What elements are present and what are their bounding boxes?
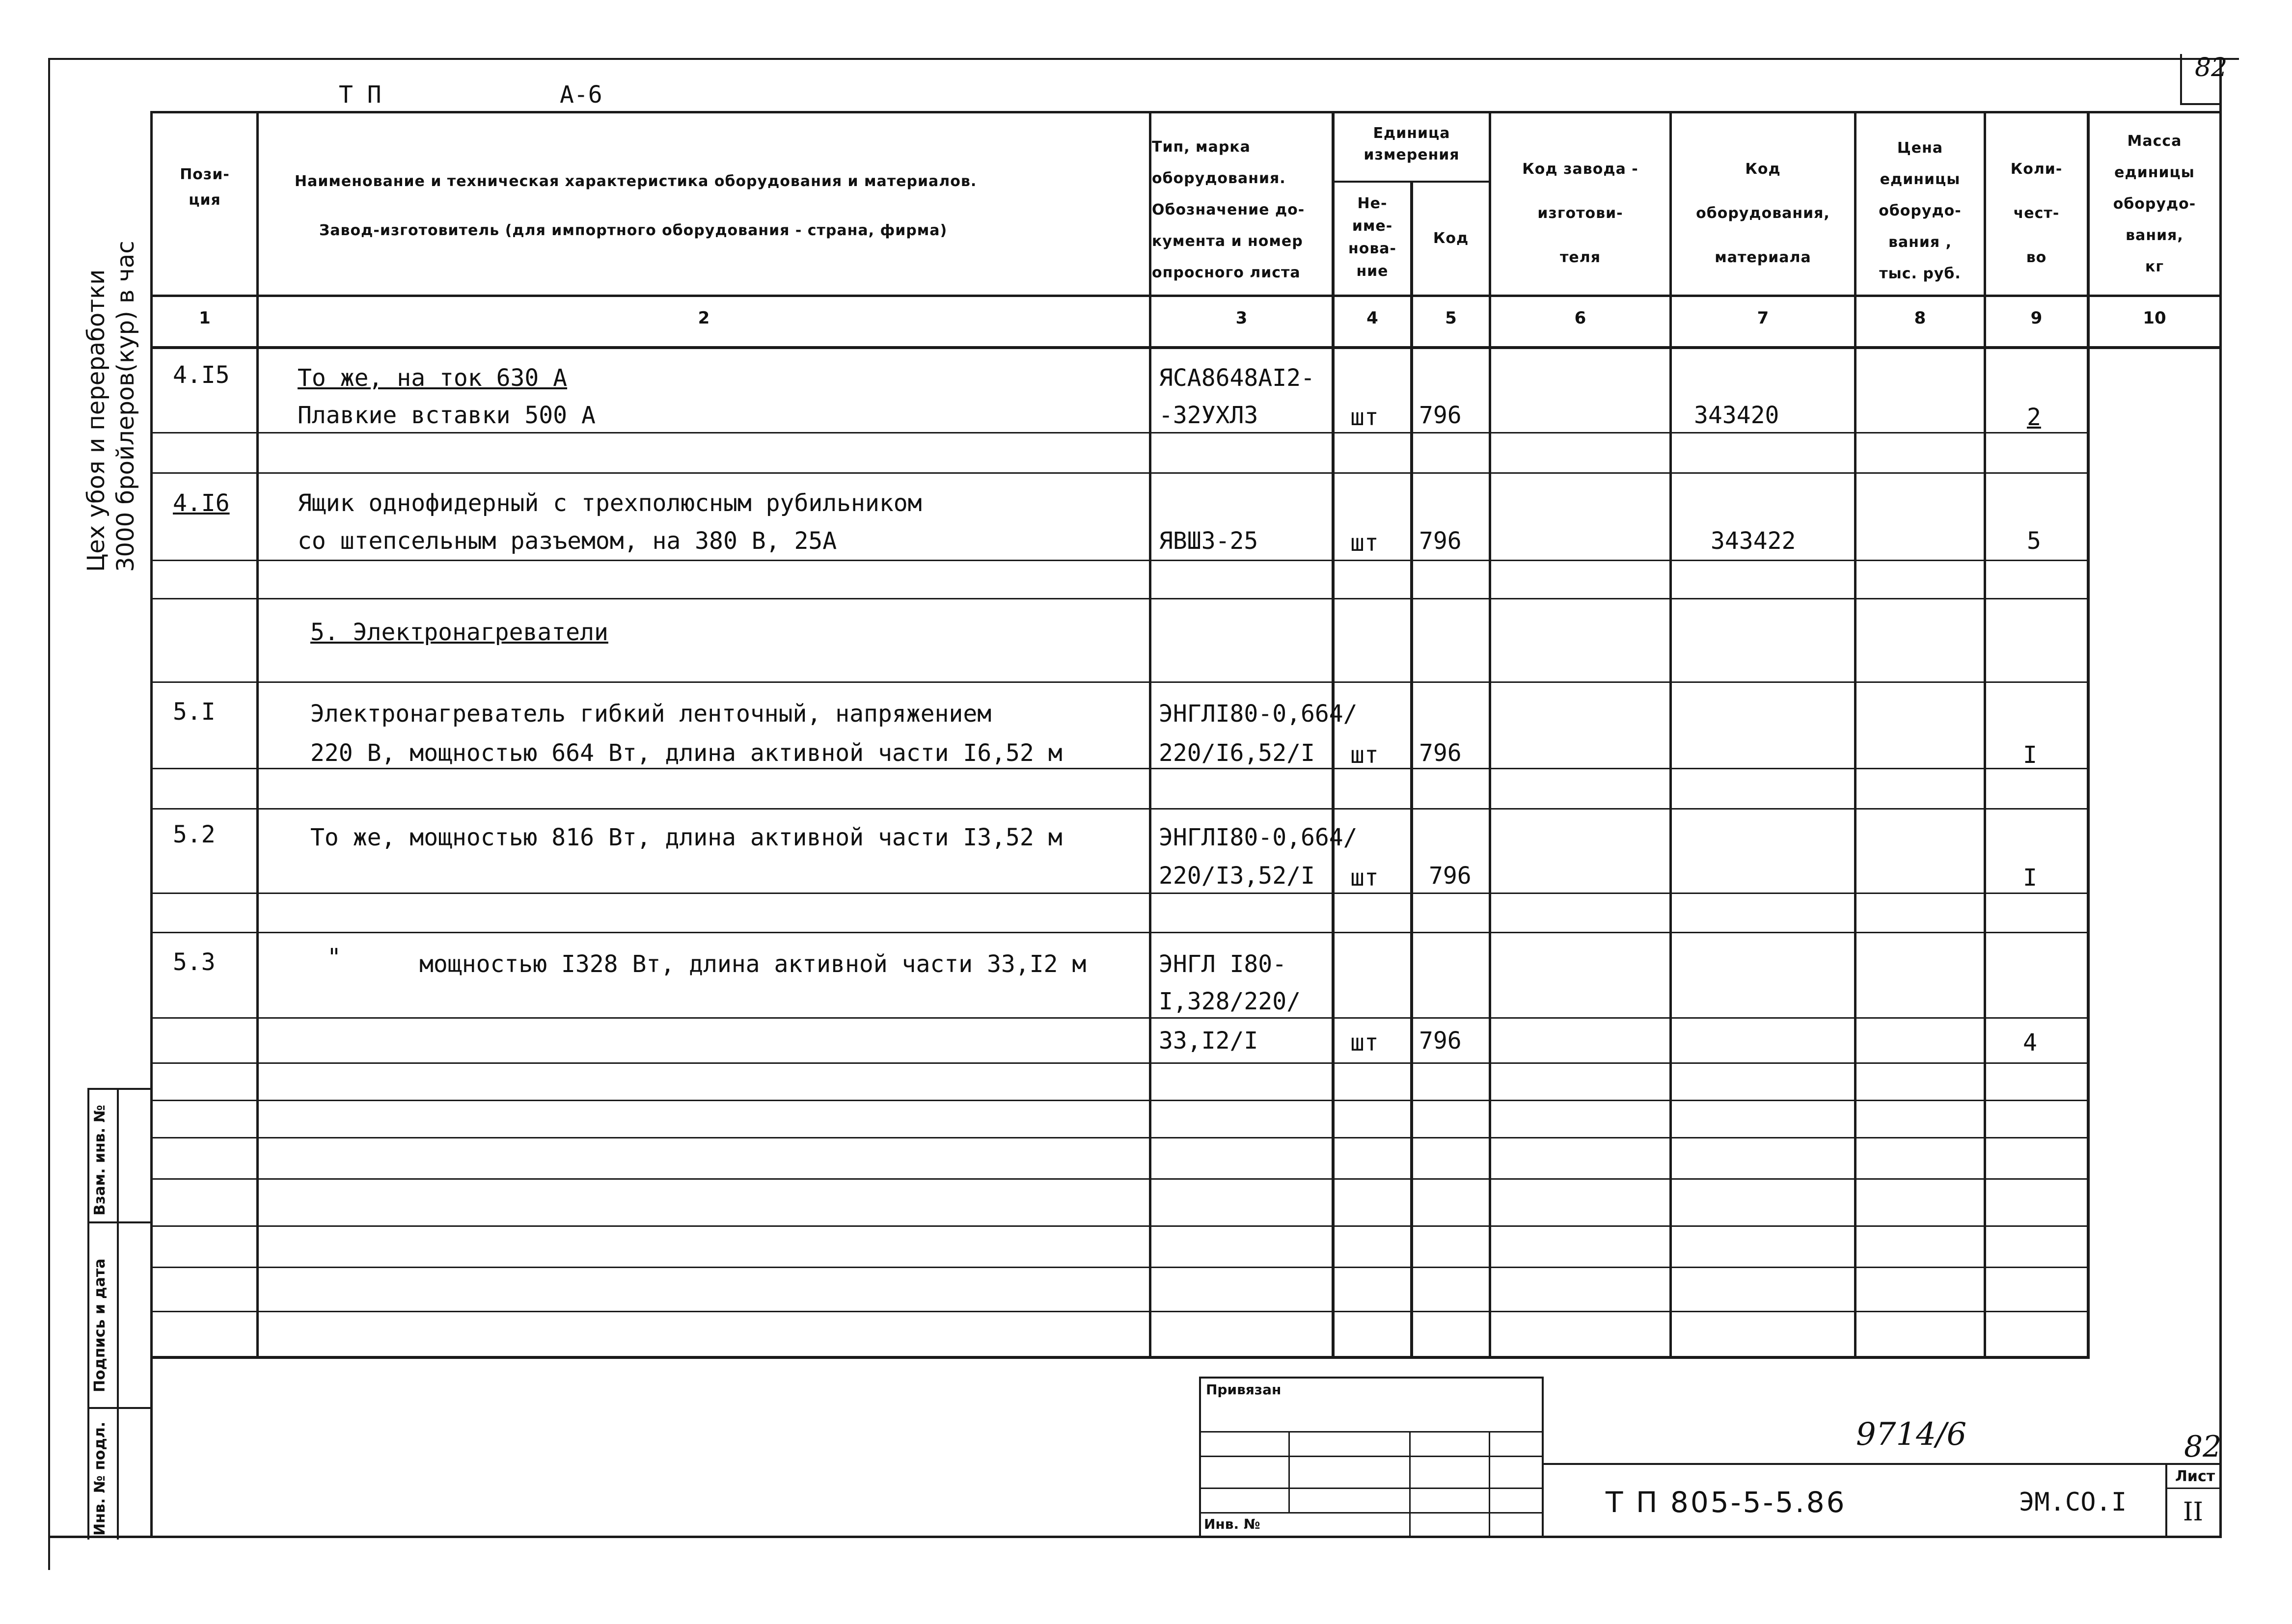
row-unit-code: 796 — [1419, 527, 1462, 555]
attach-col2 — [1409, 1431, 1411, 1536]
row-unit: шт — [1350, 864, 1379, 892]
left-stamp-div1 — [87, 1221, 150, 1223]
row-type: -32УХЛ3 — [1159, 402, 1258, 429]
attach-row4 — [1199, 1512, 1543, 1514]
row-name: мощностью I328 Вт, длина активной части 33,I2 м — [419, 950, 1087, 978]
row-line — [150, 432, 2090, 433]
row-ditto-mark: " — [327, 944, 341, 971]
attach-row2 — [1199, 1456, 1543, 1457]
handwritten-number: 9714/6 — [1856, 1416, 1967, 1453]
row-line — [150, 1062, 2090, 1064]
doc-number: Т П 805-5-5.86 — [1606, 1486, 1847, 1519]
frame-right — [2219, 58, 2222, 1536]
row-unit: шт — [1350, 741, 1379, 769]
row-qty: 5 — [2027, 527, 2041, 555]
side-title-line1: Цех убоя и переработки — [82, 269, 110, 572]
row-name: Электронагреватель гибкий ленточный, напряжением — [310, 700, 992, 728]
stamp-inv-podl: Инв. № подл. — [91, 1421, 109, 1536]
col-line-1 — [256, 111, 259, 1358]
row-qty: I — [2023, 741, 2037, 769]
row-line — [150, 1017, 2090, 1019]
row-equip-code: 343422 — [1711, 527, 1796, 555]
table-left — [150, 111, 153, 1537]
project-code: А-6 — [560, 81, 602, 108]
stamp-signature-date: Подпись и дата — [91, 1258, 109, 1392]
row-position: 5.2 — [173, 821, 216, 848]
colnum-8: 8 — [1914, 308, 1926, 328]
colnum-3: 3 — [1235, 308, 1248, 328]
attached-label: Привязан — [1206, 1381, 1282, 1398]
table-bottom-thick — [150, 1356, 2090, 1359]
row-line — [150, 1178, 2090, 1180]
side-title-line2: 3000 бройлеров(кур) в час — [112, 241, 139, 572]
row-position: 4.I5 — [173, 361, 230, 389]
row-line — [150, 472, 2090, 474]
row-unit-code: 796 — [1419, 402, 1462, 429]
attach-col1 — [1288, 1431, 1290, 1512]
left-stamp-right — [87, 1088, 89, 1540]
row-equip-code: 343420 — [1694, 402, 1779, 429]
row-name: То же, на ток 630 А — [298, 364, 568, 392]
frame-left — [48, 58, 50, 1570]
row-line — [150, 681, 2090, 683]
row-type: 220/I6,52/I — [1159, 739, 1315, 767]
row-name: 220 В, мощностью 664 Вт, длина активной части I6,52 м — [310, 739, 1063, 767]
row-line — [150, 1100, 2090, 1101]
section-heading: 5. Электронагреватели — [310, 619, 608, 646]
page-corner-number: 82 — [2195, 53, 2228, 82]
row-unit: шт — [1350, 404, 1379, 431]
hdr-qty: Коли- чест- во — [2010, 161, 2063, 266]
row-position: 5.3 — [173, 948, 216, 976]
row-line — [150, 560, 2090, 561]
row-line — [150, 808, 2090, 810]
row-line — [150, 1311, 2090, 1312]
hdr-price: Цена единицы оборудо- вания , тыс. руб. — [1879, 139, 1962, 282]
col-line-5 — [1489, 111, 1491, 1358]
hdr-mass: Масса единицы оборудо- вания, кг — [2113, 133, 2196, 275]
row-type: ЭНГЛI80-0,664/ — [1159, 700, 1358, 728]
row-name: Плавкие вставки 500 А — [298, 402, 596, 429]
sheet-label: Лист — [2175, 1468, 2215, 1485]
row-type: ЯВШ3-25 — [1159, 527, 1258, 555]
table-top — [150, 111, 2219, 113]
row-line — [150, 768, 2090, 769]
title-top — [1542, 1463, 2222, 1465]
row-position: 5.I — [173, 698, 216, 726]
row-unit-code: 796 — [1419, 739, 1462, 767]
colnum-bottom — [150, 346, 2219, 349]
row-line — [150, 1225, 2090, 1227]
sheet-value: II — [2183, 1497, 2204, 1527]
sheet-box-mid — [2165, 1488, 2222, 1489]
hdr-type: Тип, марка оборудования. Обозначение до- кумента и номер опросного листа — [1152, 138, 1305, 281]
col-line-9 — [2087, 111, 2090, 1358]
hdr-equip-code: Код оборудования, материала — [1696, 161, 1830, 266]
row-qty: 4 — [2023, 1029, 2037, 1056]
inv-no-label: Инв. № — [1204, 1516, 1260, 1532]
col-line-7 — [1854, 111, 1856, 1358]
col-line-8 — [1984, 111, 1986, 1358]
row-qty: I — [2023, 864, 2037, 892]
hdr-unit-group: Единица измерения — [1364, 125, 1460, 163]
colnum-10: 10 — [2143, 308, 2166, 328]
colnum-1: 1 — [199, 308, 211, 328]
attach-row3 — [1199, 1488, 1543, 1489]
left-stamp-div2 — [87, 1407, 150, 1409]
project-tp: Т П — [339, 81, 382, 108]
left-stamp-left — [87, 1088, 150, 1090]
doc-code: ЭМ.СО.I — [2019, 1488, 2127, 1517]
row-name: со штепсельным разъемом, на 380 В, 25А — [298, 527, 837, 555]
corner-box-left — [2180, 54, 2182, 103]
attach-col3 — [1489, 1431, 1490, 1536]
row-type: 220/I3,52/I — [1159, 862, 1315, 890]
left-stamp-inner — [117, 1088, 119, 1540]
row-type: ЯСА8648АI2- — [1159, 364, 1315, 392]
row-name: Ящик однофидерный с трехполюсным рубильником — [298, 489, 922, 517]
col-line-6 — [1669, 111, 1672, 1358]
col-line-3 — [1332, 111, 1335, 1358]
hdr-plant-code: Код завода - изготови- теля — [1522, 161, 1638, 266]
row-unit-code: 796 — [1429, 862, 1472, 890]
colnum-6: 6 — [1574, 308, 1586, 328]
col-line-4 — [1410, 181, 1413, 1358]
hdr-name: Наименование и техническая характеристика оборудования и материалов. Завод-изготовитель (для импортного оборудования - страна, фирма) — [295, 173, 977, 239]
row-line — [150, 893, 2090, 894]
row-line — [150, 932, 2090, 933]
colnum-9: 9 — [2030, 308, 2043, 328]
attach-top — [1199, 1377, 1543, 1379]
col-line-2 — [1149, 111, 1151, 1358]
row-line — [150, 1137, 2090, 1138]
hdr-position: Пози- ция — [180, 166, 230, 209]
row-unit: шт — [1350, 529, 1379, 557]
handwritten-sheet: 82 — [2184, 1430, 2222, 1464]
row-type: ЭНГЛI80-0,664/ — [1159, 824, 1358, 851]
colnum-7: 7 — [1757, 308, 1769, 328]
attach-row1 — [1199, 1431, 1543, 1433]
corner-box-bottom — [2180, 103, 2221, 105]
hdr-unit-name: Не- име- нова- ние — [1348, 195, 1397, 280]
row-type: I,328/220/ — [1159, 988, 1301, 1015]
frame-bottom — [49, 1536, 2222, 1538]
frame-top — [49, 58, 2239, 60]
header-bottom — [150, 295, 2219, 297]
stamp-replacement-inv: Взам. инв. № — [91, 1105, 109, 1216]
colnum-2: 2 — [698, 308, 710, 328]
row-position: 4.I6 — [173, 489, 230, 517]
colnum-4: 4 — [1366, 308, 1378, 328]
row-line — [150, 1267, 2090, 1268]
row-unit-code: 796 — [1419, 1027, 1462, 1055]
row-line — [150, 598, 2090, 599]
row-name: То же, мощностью 816 Вт, длина активной части I3,52 м — [310, 824, 1063, 851]
row-qty: 2 — [2027, 404, 2041, 431]
sheet-box-left — [2165, 1463, 2167, 1537]
hdr-unit-code: Код — [1433, 230, 1469, 247]
row-type: 33,I2/I — [1159, 1027, 1258, 1055]
colnum-5: 5 — [1445, 308, 1457, 328]
row-unit: шт — [1350, 1029, 1379, 1056]
row-type: ЭНГЛ I80- — [1159, 950, 1287, 978]
